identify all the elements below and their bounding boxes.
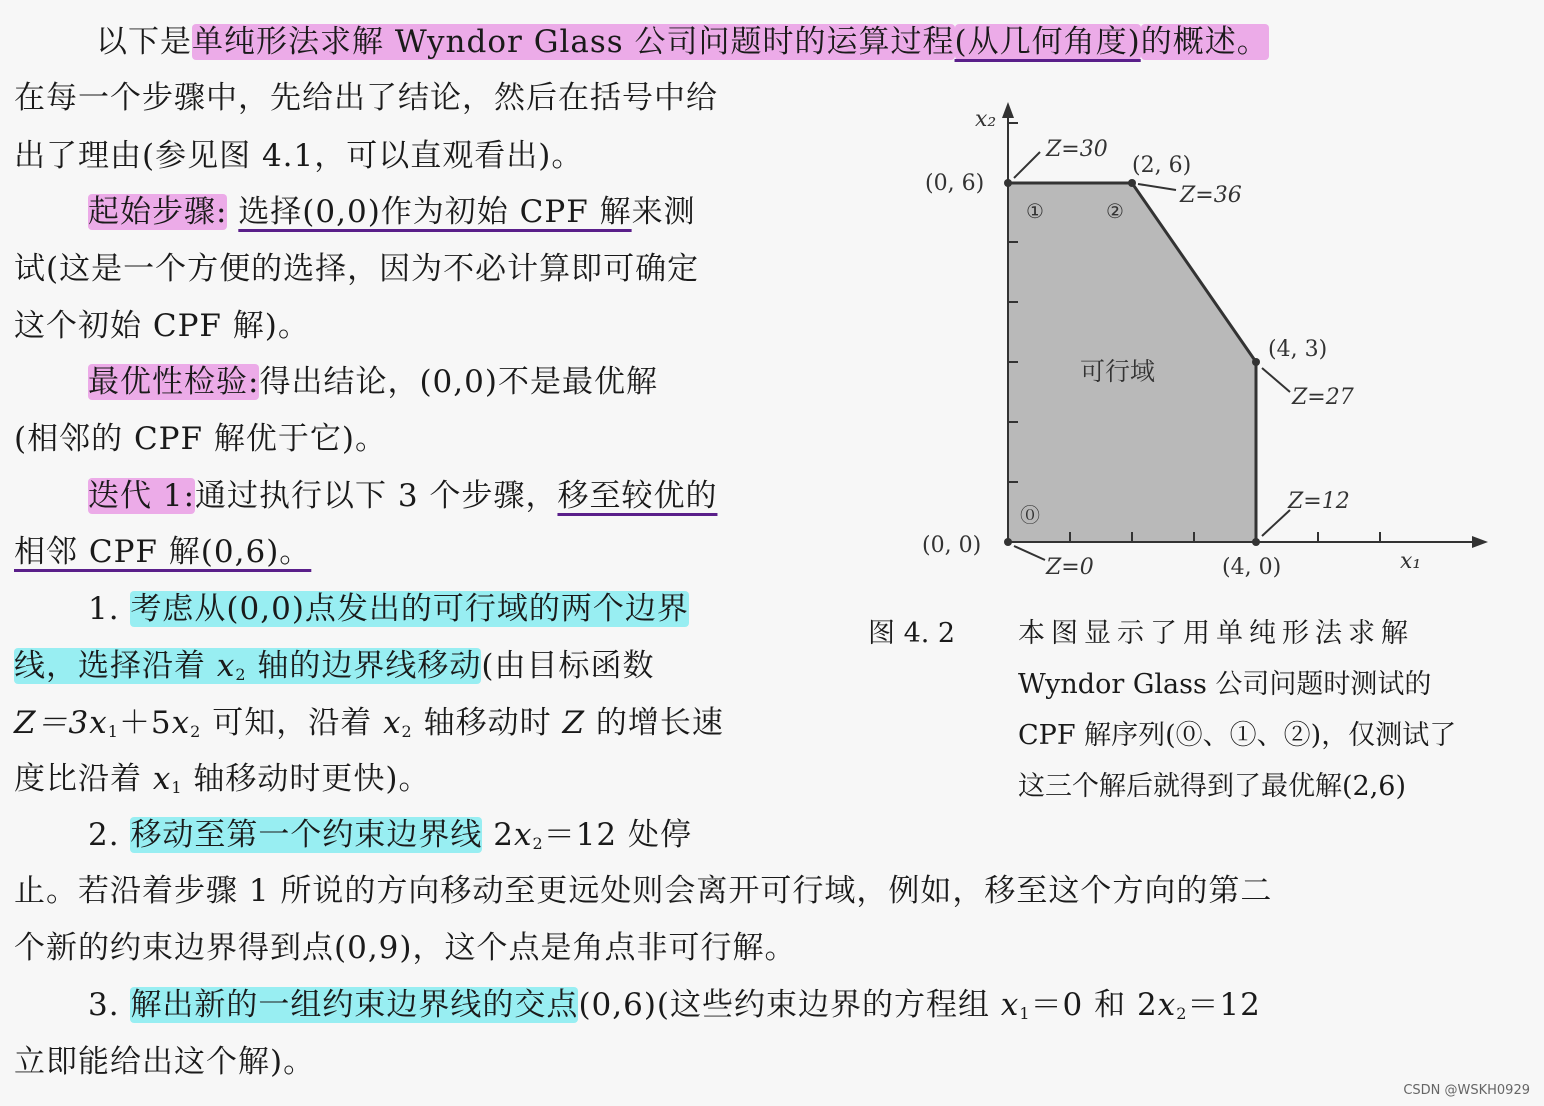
initial-step-label: 起始步骤: xyxy=(88,194,228,230)
seq-1-icon: ① xyxy=(1026,199,1044,223)
iteration-line-1 xyxy=(88,476,717,516)
optimality-line-1 xyxy=(88,362,658,402)
step3-line-2: 立即能给出这个解)。 xyxy=(14,1044,316,1080)
caption-line-1: 本图显示了用单纯形法求解 xyxy=(1018,618,1414,649)
optimality-text: 得出结论，(0,0)不是最优解 xyxy=(259,364,658,400)
step2-number: 2. xyxy=(88,817,120,853)
optimality-line-2: (相邻的 CPF 解优于它)。 xyxy=(14,421,387,457)
point-0-6-label: (0, 6) xyxy=(925,171,985,196)
step1-highlight-1: 考虑从(0,0)点发出的可行域的两个边界 xyxy=(130,591,689,627)
iteration-underline-1: 移至较优的 xyxy=(557,478,718,514)
step1-highlight-2: 线，选择沿着 $x_2$ 轴的边界线移动 xyxy=(14,648,482,684)
region-label: 可行域 xyxy=(1080,357,1156,386)
step1-text-2: (由目标函数 xyxy=(481,648,655,684)
point-2-6-label: (2, 6) xyxy=(1132,153,1192,178)
z12-label: Z=12 xyxy=(1288,489,1350,514)
caption-line-4: 这三个解后就得到了最优解(2,6) xyxy=(1018,771,1407,802)
seq-0-icon: ⓪ xyxy=(1020,503,1040,527)
axis-x-label: x₁ xyxy=(1400,549,1422,574)
step2-line-2: 止。若沿着步骤 1 所说的方向移动至更远处则会离开可行域，例如，移至这个方向的第二 xyxy=(14,873,1273,909)
step1-line-3: $Z=3x_1+5x_2$ 可知，沿着 $x_2$ 轴移动时 Z 的增长速 xyxy=(14,705,724,741)
step2-line-1: 2. 移动至第一个约束边界线 $2x_2=12$ 处停 xyxy=(88,817,693,853)
z36-label: Z=36 xyxy=(1180,183,1242,208)
z0-label: Z=0 xyxy=(1046,555,1094,580)
watermark: CSDN @WSKH0929 xyxy=(1403,1083,1530,1098)
axis-y-label: x₂ xyxy=(975,107,997,132)
x1-axis-arrow-icon xyxy=(1472,536,1488,548)
feasible-region-diagram xyxy=(880,90,1530,590)
initial-step-line-3: 这个初始 CPF 解)。 xyxy=(14,308,310,344)
initial-step-underline: 选择(0,0)作为初始 CPF 解 xyxy=(238,194,632,230)
iteration-label: 迭代 1: xyxy=(88,478,196,514)
intro-line-2: 在每一个步骤中，先给出了结论，然后在括号中给 xyxy=(14,80,718,116)
step3-highlight: 解出新的一组约束边界线的交点 xyxy=(130,987,579,1023)
point-4-3-label: (4, 3) xyxy=(1268,337,1328,362)
initial-step-line-2: 试(这是一个方便的选择，因为不必计算即可确定 xyxy=(14,251,700,287)
figure-feasible-region xyxy=(880,90,1530,590)
intro-text-end: 的概述。 xyxy=(1140,24,1269,60)
iteration-line-2 xyxy=(14,532,311,572)
intro-line-3: 出了理由(参见图 4.1，可以直观看出)。 xyxy=(14,138,584,174)
initial-step-line-1 xyxy=(88,192,696,232)
highlight-title: 单纯形法求解 Wyndor Glass 公司问题时的运算过程 xyxy=(192,24,955,60)
intro-line-1 xyxy=(96,22,1269,62)
step1-line-2 xyxy=(14,646,654,695)
step1-number: 1. xyxy=(88,591,120,627)
x2-axis-arrow-icon xyxy=(1002,102,1014,118)
seq-2-icon: ② xyxy=(1106,199,1124,223)
point-4-0-label: (4, 0) xyxy=(1222,555,1282,580)
initial-step-text: 来测 xyxy=(631,194,696,230)
caption-line-2: Wyndor Glass 公司问题时测试的 xyxy=(1018,669,1432,700)
step2-highlight: 移动至第一个约束边界线 xyxy=(130,817,483,853)
z30-label: Z=30 xyxy=(1046,137,1108,162)
figure-number: 图 4. 2 xyxy=(868,618,956,649)
intro-text: 以下是 xyxy=(96,24,192,60)
underlined-geometric: (从几何角度) xyxy=(954,24,1141,60)
point-0-0-label: (0, 0) xyxy=(922,533,982,558)
iteration-underline-2: 相邻 CPF 解(0,6)。 xyxy=(14,534,312,570)
caption-line-3: CPF 解序列(⓪、①、②)，仅测试了 xyxy=(1018,720,1457,751)
step2-line-3: 个新的约束边界得到点(0,9)，这个点是角点非可行解。 xyxy=(14,930,797,966)
step1-line-4: 度比沿着 $x_1$ 轴移动时更快)。 xyxy=(14,761,431,797)
optimality-label: 最优性检验: xyxy=(88,364,260,400)
step1-line-1 xyxy=(88,589,689,629)
step3-number: 3. xyxy=(88,987,120,1023)
z27-label: Z=27 xyxy=(1292,385,1354,410)
step3-line-1: 3. 解出新的一组约束边界线的交点(0,6)(这些约束边界的方程组 $x_1=0$ 和 $2x_2=12$ xyxy=(88,987,1261,1023)
iteration-text: 通过执行以下 3 个步骤， xyxy=(195,478,558,514)
